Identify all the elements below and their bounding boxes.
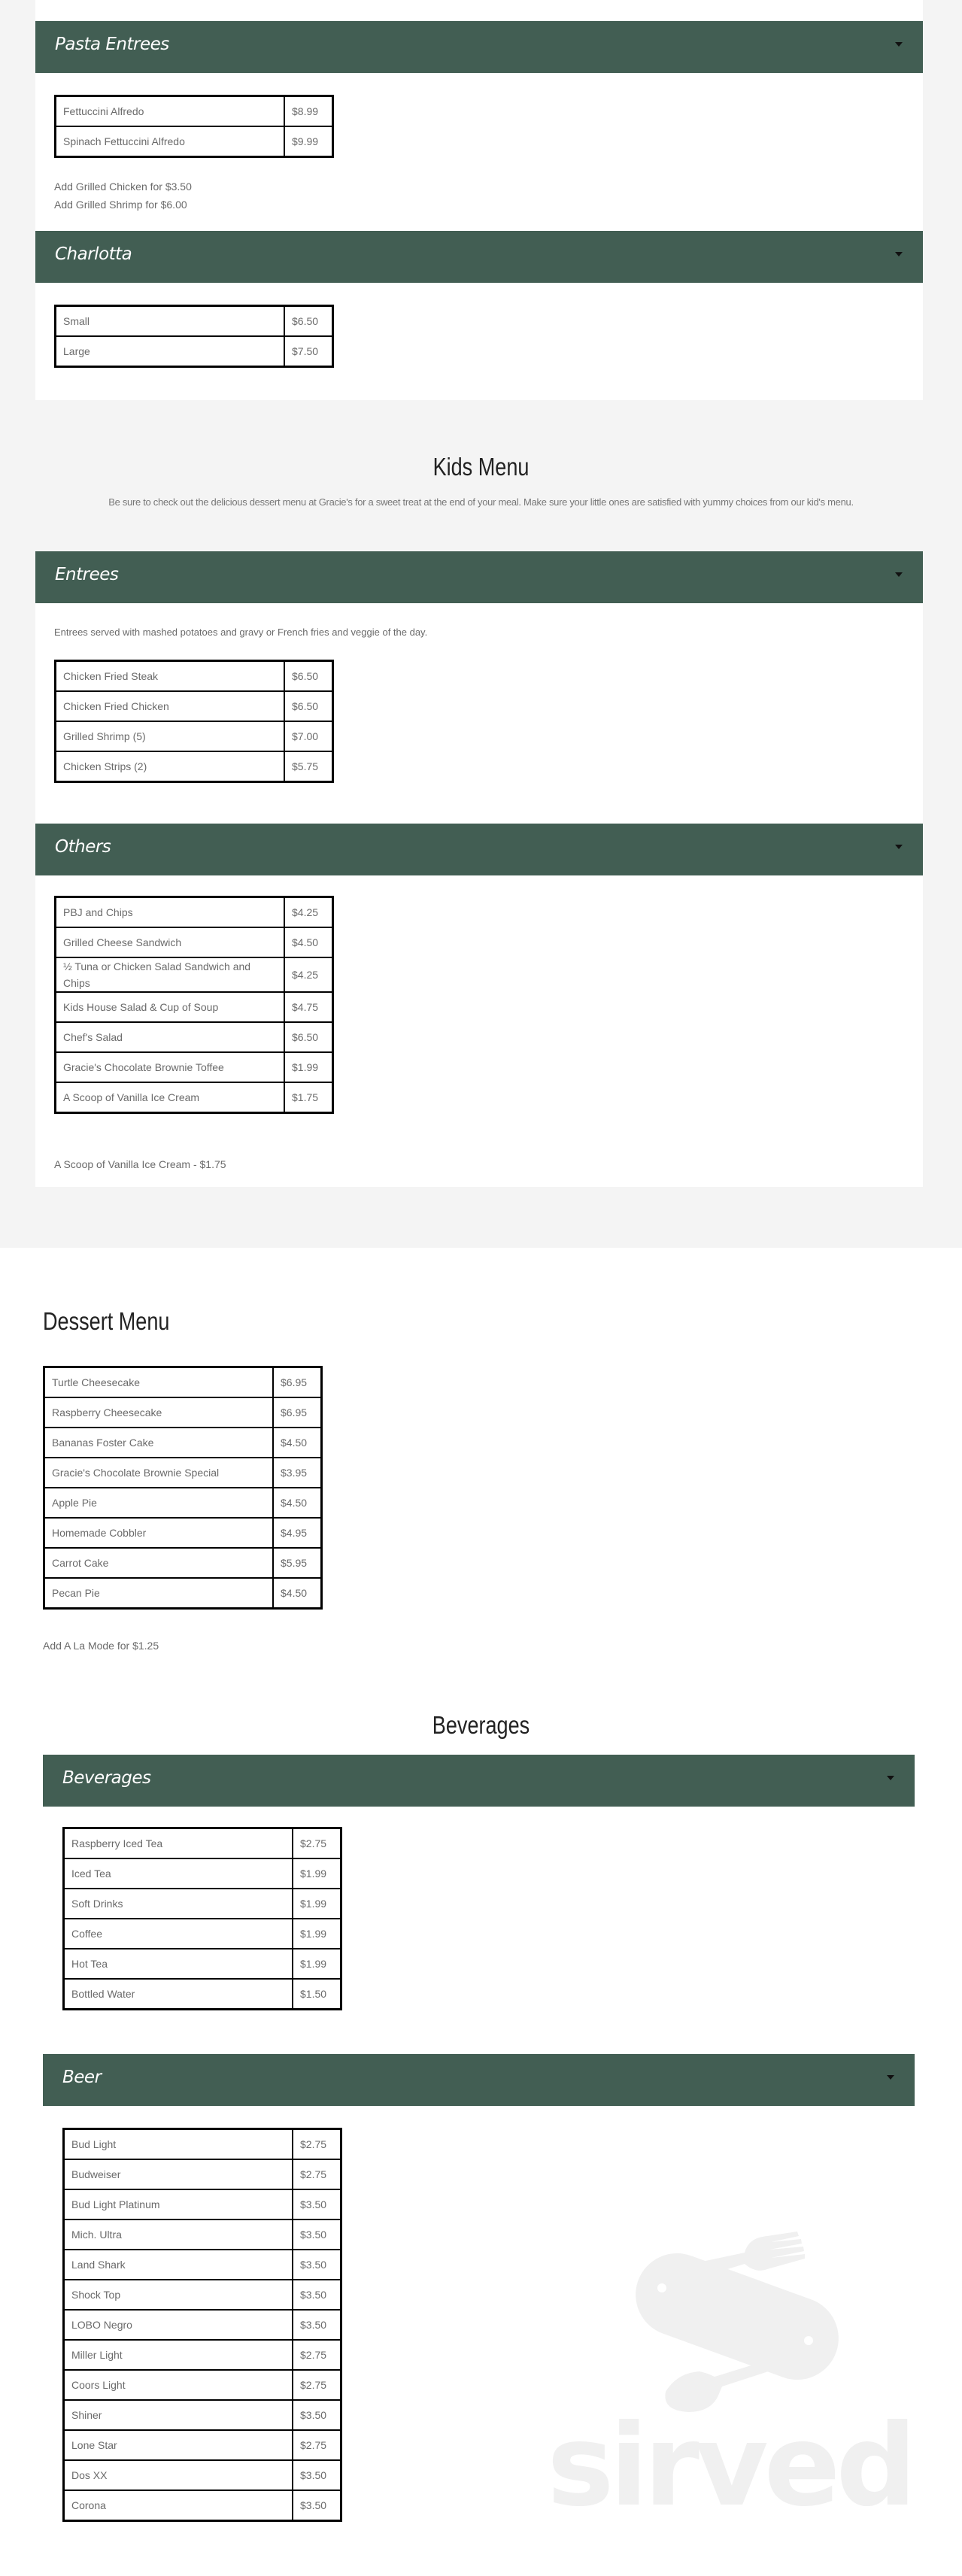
kids-entrees-note: Entrees served with mashed potatoes and gravy or French fries and veggie of the day. [54, 627, 428, 638]
chevron-down-icon[interactable] [895, 252, 903, 256]
item-price: $2.75 [293, 1828, 341, 1859]
item-price: $3.50 [293, 2189, 341, 2219]
table-row [56, 721, 333, 751]
item-price: $1.99 [293, 1919, 341, 1949]
item-name: Gracie's Chocolate Brownie Toffee [56, 1052, 285, 1082]
item-price: $3.50 [293, 2460, 341, 2490]
table-row [56, 992, 333, 1022]
item-price: $3.50 [293, 2310, 341, 2340]
item-name: Iced Tea [64, 1858, 293, 1889]
item-price: $1.99 [293, 1858, 341, 1889]
item-name: Chicken Fried Chicken [56, 691, 285, 721]
item-name: Dos XX [64, 2460, 293, 2490]
pasta-table [54, 95, 334, 158]
item-price: $1.99 [293, 1949, 341, 1979]
dessert-table [43, 1366, 323, 1610]
item-name: Lone Star [64, 2430, 293, 2460]
item-price: $5.75 [284, 751, 333, 782]
table-row [64, 2430, 341, 2460]
table-row [56, 336, 333, 367]
table-row [56, 126, 333, 157]
item-name: Miller Light [64, 2340, 293, 2370]
item-price: $4.50 [273, 1428, 322, 1458]
table-row [64, 2370, 341, 2400]
kids-others-table [54, 896, 334, 1114]
item-price: $2.75 [293, 2129, 341, 2160]
item-price: $5.95 [273, 1548, 322, 1578]
section-title: Others [55, 837, 111, 857]
item-price: $7.00 [284, 721, 333, 751]
item-price: $9.99 [284, 126, 333, 157]
item-name: Mich. Ultra [64, 2219, 293, 2250]
table-row [64, 2310, 341, 2340]
item-name: Turtle Cheesecake [44, 1367, 274, 1398]
table-row [44, 1428, 322, 1458]
item-name: Apple Pie [44, 1488, 274, 1518]
dessert-note: Add A La Mode for $1.25 [43, 1640, 159, 1652]
chevron-down-icon[interactable] [895, 845, 903, 849]
item-name: Grilled Cheese Sandwich [56, 927, 285, 957]
item-name: LOBO Negro [64, 2310, 293, 2340]
item-name: Budweiser [64, 2159, 293, 2189]
table-row [56, 751, 333, 782]
beer-table [62, 2128, 342, 2522]
item-name: Coors Light [64, 2370, 293, 2400]
item-price: $2.75 [293, 2159, 341, 2189]
note-line: Add Grilled Shrimp for $6.00 [54, 199, 187, 211]
chevron-down-icon[interactable] [887, 2075, 894, 2080]
table-row [56, 96, 333, 127]
item-name: A Scoop of Vanilla Ice Cream [56, 1082, 285, 1113]
item-price: $6.50 [284, 691, 333, 721]
beer-header[interactable] [43, 2054, 915, 2106]
beverages-table [62, 1827, 342, 2010]
item-price: $1.75 [284, 1082, 333, 1113]
table-row [56, 306, 333, 337]
charlotta-table [54, 305, 334, 368]
item-price: $6.95 [273, 1367, 322, 1398]
table-row [44, 1578, 322, 1609]
table-row [44, 1397, 322, 1428]
table-row [56, 957, 333, 992]
section-title: Beer [62, 2068, 102, 2087]
item-price: $4.25 [284, 897, 333, 928]
item-name: Small [56, 306, 285, 337]
item-name: Chicken Fried Steak [56, 661, 285, 692]
item-name: Carrot Cake [44, 1548, 274, 1578]
kids-others-note: A Scoop of Vanilla Ice Cream - $1.75 [54, 1158, 226, 1170]
beverages-title: Beverages [432, 1711, 530, 1739]
item-price: $4.50 [273, 1488, 322, 1518]
item-name: Bud Light [64, 2129, 293, 2160]
table-row [64, 1889, 341, 1919]
table-row [64, 2189, 341, 2219]
item-price: $8.99 [284, 96, 333, 127]
item-price: $3.50 [293, 2219, 341, 2250]
sirved-watermark-logo [542, 2185, 918, 2508]
table-row [44, 1458, 322, 1488]
table-row [44, 1367, 322, 1398]
item-price: $4.50 [284, 927, 333, 957]
table-row [64, 2159, 341, 2189]
note-line: Add Grilled Chicken for $3.50 [54, 181, 192, 193]
item-price: $6.95 [273, 1397, 322, 1428]
item-name: Bud Light Platinum [64, 2189, 293, 2219]
table-row [64, 2219, 341, 2250]
table-row [56, 1022, 333, 1052]
item-name: Land Shark [64, 2250, 293, 2280]
table-row [64, 1949, 341, 1979]
item-price: $6.50 [284, 306, 333, 337]
item-name: Bottled Water [64, 1979, 293, 2010]
item-name: Large [56, 336, 285, 367]
item-price: $3.50 [293, 2280, 341, 2310]
chevron-down-icon[interactable] [887, 1776, 894, 1780]
item-name: Raspberry Cheesecake [44, 1397, 274, 1428]
chevron-down-icon[interactable] [895, 42, 903, 47]
item-name: Bananas Foster Cake [44, 1428, 274, 1458]
table-row [64, 2129, 341, 2160]
item-price: $4.95 [273, 1518, 322, 1548]
table-row [64, 1979, 341, 2010]
section-title: Pasta Entrees [55, 35, 169, 54]
table-row [64, 2340, 341, 2370]
table-row [56, 1082, 333, 1113]
item-name: Gracie's Chocolate Brownie Special [44, 1458, 274, 1488]
dessert-menu-title: Dessert Menu [43, 1307, 170, 1335]
item-price: $6.50 [284, 661, 333, 692]
item-price: $2.75 [293, 2340, 341, 2370]
item-price: $6.50 [284, 1022, 333, 1052]
item-name: Coffee [64, 1919, 293, 1949]
item-price: $1.50 [293, 1979, 341, 2010]
section-title: Charlotta [55, 244, 132, 264]
item-name: Chef's Salad [56, 1022, 285, 1052]
table-row [64, 2280, 341, 2310]
kids-entrees-header[interactable] [35, 551, 923, 603]
item-name: Shock Top [64, 2280, 293, 2310]
table-row [64, 2490, 341, 2521]
section-title: Entrees [55, 565, 119, 584]
item-name: Raspberry Iced Tea [64, 1828, 293, 1859]
table-row [56, 691, 333, 721]
section-title: Beverages [62, 1768, 151, 1788]
table-row [64, 1919, 341, 1949]
item-price: $4.75 [284, 992, 333, 1022]
item-price: $3.50 [293, 2250, 341, 2280]
item-name: Pecan Pie [44, 1578, 274, 1609]
charlotta-header[interactable] [35, 231, 923, 283]
item-name: Soft Drinks [64, 1889, 293, 1919]
item-price: $4.25 [284, 957, 333, 992]
item-price: $3.50 [293, 2490, 341, 2521]
table-row [64, 1858, 341, 1889]
item-name: Spinach Fettuccini Alfredo [56, 126, 285, 157]
table-row [64, 2250, 341, 2280]
table-row [56, 897, 333, 928]
item-name: Fettuccini Alfredo [56, 96, 285, 127]
item-price: $7.50 [284, 336, 333, 367]
item-name: ½ Tuna or Chicken Salad Sandwich and Chips [56, 957, 285, 992]
table-row [56, 661, 333, 692]
item-price: $1.99 [293, 1889, 341, 1919]
item-name: Grilled Shrimp (5) [56, 721, 285, 751]
kids-menu-description: Be sure to check out the delicious dessert menu at Gracie's for a sweet treat at the end of your meal. Make sure your little ones are satisfied with yummy choices from our kid's menu. [108, 496, 854, 508]
item-name: Kids House Salad & Cup of Soup [56, 992, 285, 1022]
table-row [64, 2400, 341, 2430]
table-row [64, 1828, 341, 1859]
kids-menu-title: Kids Menu [432, 453, 530, 481]
table-row [56, 927, 333, 957]
beverages-header[interactable] [43, 1755, 915, 1807]
table-row [56, 1052, 333, 1082]
table-row [44, 1518, 322, 1548]
item-name: Corona [64, 2490, 293, 2521]
kids-others-header[interactable] [35, 824, 923, 875]
item-price: $2.75 [293, 2370, 341, 2400]
item-price: $2.75 [293, 2430, 341, 2460]
table-row [44, 1488, 322, 1518]
item-name: Hot Tea [64, 1949, 293, 1979]
item-name: Homemade Cobbler [44, 1518, 274, 1548]
item-name: Shiner [64, 2400, 293, 2430]
item-price: $4.50 [273, 1578, 322, 1609]
item-name: Chicken Strips (2) [56, 751, 285, 782]
item-price: $3.95 [273, 1458, 322, 1488]
pasta-notes [54, 177, 192, 214]
table-row [64, 2460, 341, 2490]
item-price: $1.99 [284, 1052, 333, 1082]
kids-entrees-table [54, 660, 334, 783]
table-row [44, 1548, 322, 1578]
item-price: $3.50 [293, 2400, 341, 2430]
chevron-down-icon[interactable] [895, 572, 903, 577]
pasta-entrees-header[interactable] [35, 21, 923, 73]
item-name: PBJ and Chips [56, 897, 285, 928]
watermark-text: sirved [547, 2401, 912, 2508]
